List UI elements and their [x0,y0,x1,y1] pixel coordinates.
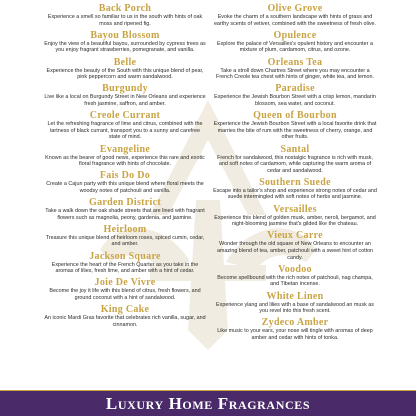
fragrance-entry-white-linen [212,291,378,315]
fragrance-entry-olive-grove [212,3,378,27]
fragrance-name: Queen of Bourbon [253,110,337,122]
fragrance-entry-belle [44,57,206,81]
fragrance-entry-orleans-tea [212,57,378,81]
fragrance-name: White Linen [266,290,324,302]
fragrance-description: An iconic Mardi Gras favorite that celebrates rich vanilla, sugar, and cinnamon. [44,315,206,328]
fragrance-name: Back Porch [98,3,152,14]
fragrance-description: Become spellbound with the rich notes of patchouli, nag champa, and Tibetan incense. [217,274,373,288]
fragrance-name: Paradise [275,83,315,95]
fragrance-entry-opulence [212,30,378,54]
fragrance-description: Escape into a tailor's shop and experience strong notes of cedar and suede intermingled with soft notes of herbs and jasmine. [213,187,377,201]
left-column [44,3,206,331]
fragrance-entry-versailles [212,204,378,228]
fragrance-name: Versailles [273,203,317,215]
fragrance-name: Vieux Carre [267,230,323,242]
fragrance-entry-king-cake [44,304,206,328]
fragrance-entry-evangeline [44,144,206,168]
fragrance-name: Opulence [273,29,317,41]
fragrance-description: Become the joy it life with this blend of citrus, fresh flowers, and ground coconut with a hint of sandalwood. [49,288,201,301]
fragrance-description: Create a Cajun party with this unique blend where floral meets the woodsy notes of patchouli and vanilla. [46,181,204,194]
fragrance-name: Olive Grove [267,3,323,14]
fragrance-name: Jackson Square [89,250,161,262]
fragrance-description: Take a stroll down Chartres Street where you may encounter a French Creole tea chest with hints of ginger, white tea, and lemon. [216,67,374,81]
fragrance-entry-fais-do-do [44,170,206,194]
fragrance-entry-bayou-blossom [44,30,206,54]
fragrance-description: Experience the Jewish Bourbon Street with a local favorite drink that marries the bite of rum with the sweetness of cherry, orange, and other fruits. [213,121,377,141]
fragrance-entry-jackson-square [44,251,206,275]
fragrance-entry-santal [212,144,378,175]
fragrance-description: Enjoy the view of a beautiful bayou, surrounded by cypress trees as you enjoy fragrant strawberries, pomegranate, and vanilla. [44,40,206,54]
fragrance-description: French for sandalwood, this nostalgic fragrance is rich with musk, and soft notes of cardamom, while capturing the warm aroma of cedar and sandalwood. [217,154,373,174]
fragrance-name: Evangeline [99,143,151,155]
fragrance-description: Known as the bearer of good news, experience this rare and exotic floral fragrance with hints of chocolate. [45,154,205,168]
fragrance-entry-creole-currant [44,110,206,141]
fragrance-description: Evoke the charm of a southern landscape with hints of grass and earthy scents of vetiver, combined with the sweetness of fresh olive. [213,14,377,27]
fragrance-description: Experience ylang and lilies with a base of sandalwood an musk as you revel into this fresh scent. [216,301,374,315]
fragrance-description: Experience the heart of the French Quarter as you take in the aromas of lilies, fresh lime, and amber with a hint of cedar. [51,261,199,275]
fragrance-description: Experience this blend of golden musk, amber, neroli, bergamot, and night-blooming jasmine that's gilded like the chateau. [214,214,376,228]
fragrance-name: King Cake [100,304,150,316]
fragrance-name: Southern Suede [259,176,331,188]
fragrance-entry-voodoo [212,264,378,288]
fragrance-description: Live like a local on Burgundy Street in New Orleans and experience fresh jasmine, saffron, and amber. [44,94,206,107]
fragrance-name: Burgundy [102,83,148,95]
fragrance-description: Wonder through the old square of New Orleans to encounter an amazing blend of tea, amber, patchouli with a sweet hint of cotton candy. [216,241,374,261]
fragrance-entry-burgundy [44,83,206,107]
fragrance-name: Zydeco Amber [261,317,329,329]
footer-title: Luxury Home Fragrances [105,393,311,413]
fragrance-name: Fais Do Do [99,170,151,182]
fragrance-entry-back-porch [44,3,206,27]
fragrance-entry-paradise [212,83,378,107]
fragrance-entry-garden-district [44,197,206,221]
right-column [212,3,378,344]
fragrance-entry-vieux-carre [212,230,378,261]
fragrance-name: Belle [113,56,137,68]
fragrance-description: Explore the palace of Versailles's opulent history and encounter a mixture of plum, cardamom, citrus, and ozone. [217,40,373,54]
fragrance-name: Voodoo [278,263,312,275]
fragrance-description: Like music to your ears, your nose will tingle with aromas of deep amber and cedar with hints of tonka. [217,328,373,341]
fragrance-name: Creole Currant [89,110,161,122]
fragrance-description: Experience the Jewish Bourbon Street with a crisp lemon, mandarin blossom, sea water, and coconut. [214,94,376,107]
fragrance-name: Garden District [89,197,161,209]
fragrance-description: Experience a smell so familiar to us in the south with hints of oak moss and ripened fig. [47,14,203,27]
fragrance-entry-queen-of-bourbon [212,110,378,141]
fragrance-entry-heirloom [44,224,206,248]
fragrance-name: Heirloom [103,223,147,235]
footer-banner [0,390,416,416]
fragrance-entry-joie-de-vivre [44,277,206,301]
fragrance-entry-southern-suede [212,177,378,201]
fragrance-name: Orleans Tea [267,56,323,68]
fragrance-description: Let the refreshing fragrance of lime and citrus, combined with the tartness of black currant, transport you to a sunny and carefree state of mind. [47,121,203,141]
fragrance-description: Experience the beauty of the South with this unique blend of pear, pink peppercorn and warm sandalwood. [46,67,204,81]
fragrance-description: Treasure this unique blend of heirloom roses, spiced cumin, cedar, and amber. [45,234,205,248]
fragrance-name: Santal [280,143,310,155]
fragrance-entry-zydeco-amber [212,317,378,341]
fragrance-name: Bayou Blossom [90,29,160,41]
fragrance-name: Joie De Vivre [94,277,156,289]
fragrance-list [0,3,416,387]
fragrance-description: Take a walk down the oak shade streets that are lined with fragrant flowers such as magnolia, peony, gardenia, and jasmine. [45,208,205,221]
